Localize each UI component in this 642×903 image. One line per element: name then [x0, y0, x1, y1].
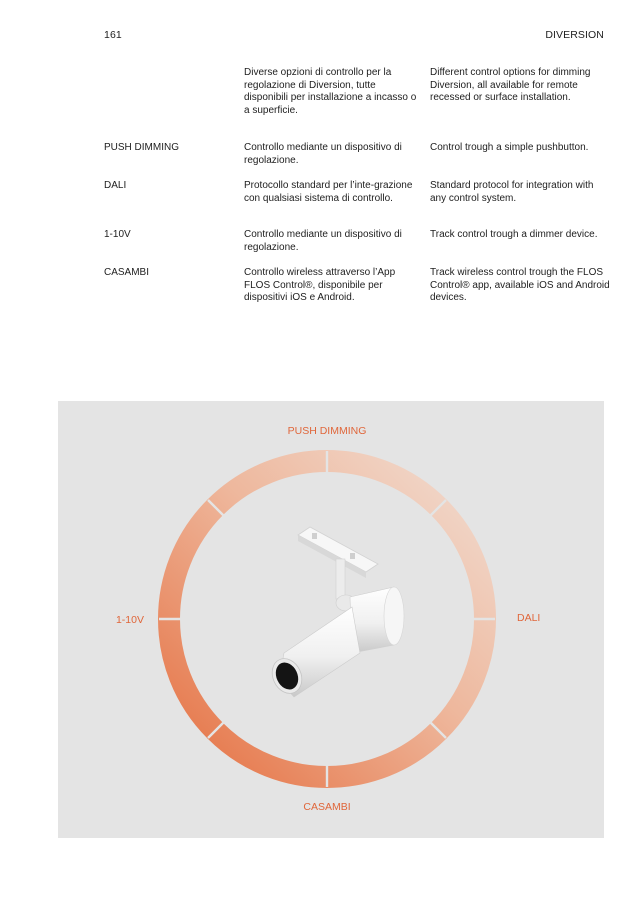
option-en-1-10v: Track control trough a dimmer device. [430, 229, 598, 240]
option-label-1-10v: 1-10V [104, 229, 131, 240]
control-diagram [58, 401, 604, 838]
option-it-1-10v: Controllo mediante un dispositivo di regolazione. [244, 229, 402, 253]
option-label-dali: DALI [104, 180, 127, 191]
option-label-push-dimming: PUSH DIMMING [104, 142, 179, 153]
option-it-dali: Protocollo standard per l’inte-grazione con qualsiasi sistema di controllo. [244, 180, 413, 204]
intro-english: Different control options for dimming Diversion, all available for remote recessed or surface installation. [430, 67, 591, 104]
option-it-casambi: Controllo wireless attraverso l’App FLOS Control®, disponibile per dispositivi iOS e Android. [244, 267, 396, 304]
option-en-dali: Standard protocol for integration with any control system. [430, 180, 594, 204]
option-it-push-dimming: Controllo mediante un dispositivo di regolazione. [244, 142, 402, 166]
diagram-label-1-10v: 1-10V [115, 614, 144, 626]
option-label-casambi: CASAMBI [104, 267, 150, 278]
intro-italian: Diverse opzioni di controllo per la regolazione di Diversion, tutte disponibili per installazione a incasso o a superficie. [244, 67, 417, 116]
spotlight-illustration [267, 527, 404, 698]
page-number: 161 [104, 29, 122, 41]
option-en-casambi: Track wireless control trough the FLOS Control® app, available iOS and Android devices. [430, 267, 610, 304]
option-en-push-dimming: Control trough a simple pushbutton. [430, 142, 589, 153]
ring-separators [159, 451, 495, 787]
diagram-label-dali: DALI [517, 612, 541, 624]
diagram-label-casambi: CASAMBI [303, 801, 351, 813]
diagram-label-push-dimming: PUSH DIMMING [287, 425, 367, 437]
product-title: DIVERSION [545, 29, 604, 41]
